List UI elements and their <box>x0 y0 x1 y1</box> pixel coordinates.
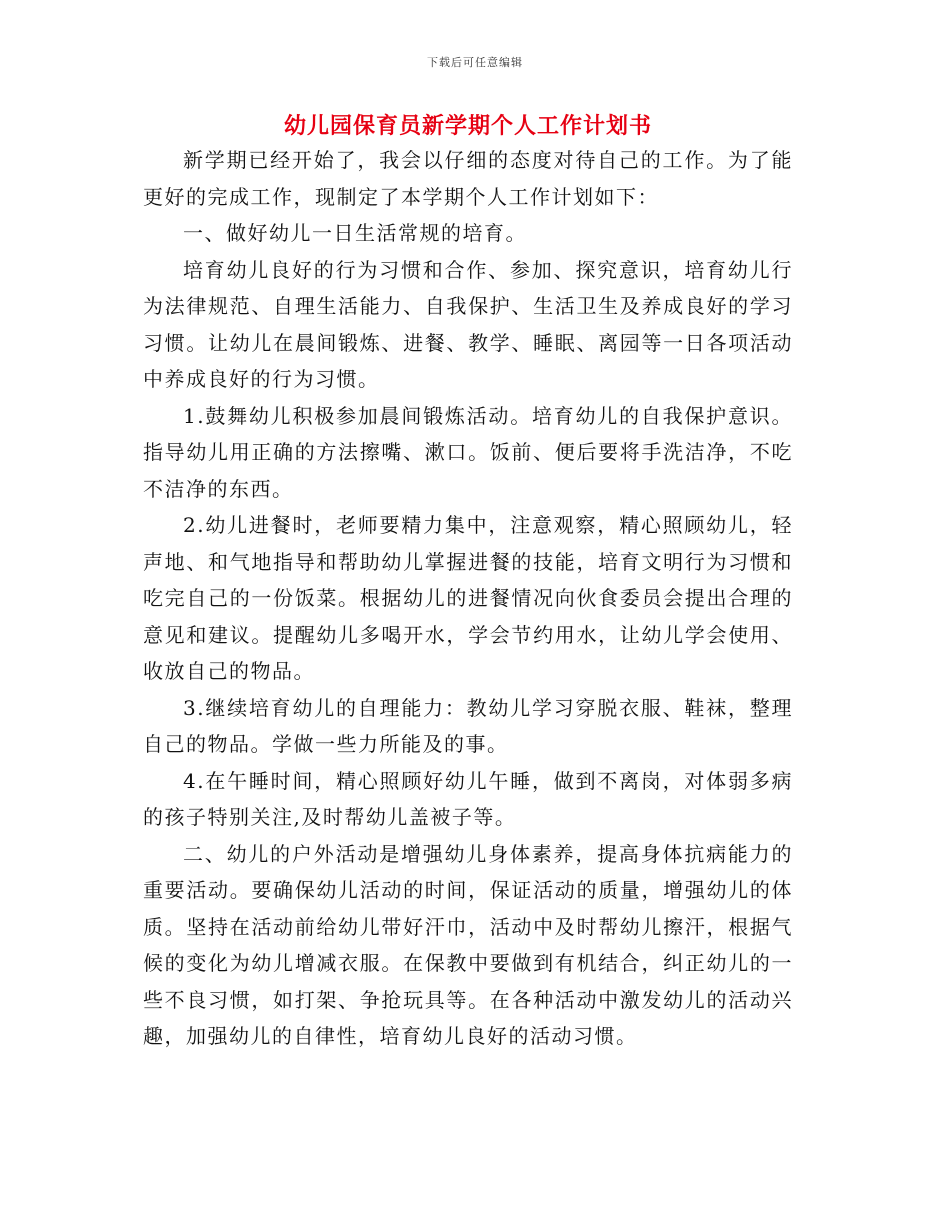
list-item-3: 3.继续培育幼儿的自理能力：教幼儿学习穿脱衣服、鞋袜，整理自己的物品。学做一些力所能及的事。 <box>143 695 793 756</box>
document-title: 幼儿园保育员新学期个人工作计划书 <box>283 113 652 139</box>
paragraph-intro: 新学期已经开始了，我会以仔细的态度对待自己的工作。为了能更好的完成工作，现制定了本学期个人工作计划如下： <box>143 148 793 209</box>
section-heading-1: 一、做好幼儿一日生活常规的培育。 <box>183 221 527 245</box>
paragraph-section-2: 二、幼儿的户外活动是增强幼儿身体素养，提高身体抗病能力的重要活动。要确保幼儿活动的时间，保证活动的质量，增强幼儿的体质。坚持在活动前给幼儿带好汗巾，活动中及时帮幼儿擦汗，根据气候的变化为幼儿增减衣服。在保教中要做到有机结合，纠正幼儿的一些不良习惯，如打架、争抢玩具等。在各种活动中激发幼儿的活动兴趣，加强幼儿的自律性，培育幼儿良好的活动习惯。 <box>143 841 793 1048</box>
list-item-4: 4.在午睡时间，精心照顾好幼儿午睡，做到不离岗，对体弱多病的孩子特别关注,及时帮幼儿盖被子等。 <box>143 768 793 829</box>
list-item-2: 2.幼儿进餐时，老师要精力集中，注意观察，精心照顾幼儿，轻声地、和气地指导和帮助幼儿掌握进餐的技能，培育文明行为习惯和吃完自己的一份饭菜。根据幼儿的进餐情况向伙食委员会提出合理的意见和建议。提醒幼儿多喝开水，学会节约用水，让幼儿学会使用、收放自己的物品。 <box>143 513 793 683</box>
paragraph-section-1: 培育幼儿良好的行为习惯和合作、参加、探究意识，培育幼儿行为法律规范、自理生活能力、自我保护、生活卫生及养成良好的学习习惯。让幼儿在晨间锻炼、进餐、教学、睡眠、离园等一日各项活动中养成良好的行为习惯。 <box>143 257 793 391</box>
header-note: 下载后可任意编辑 <box>427 56 523 69</box>
document-body <box>143 108 793 1055</box>
list-item-1: 1.鼓舞幼儿积极参加晨间锻炼活动。培育幼儿的自我保护意识。指导幼儿用正确的方法擦嘴、漱口。饭前、便后要将手洗洁净，不吃不洁净的东西。 <box>143 403 793 501</box>
